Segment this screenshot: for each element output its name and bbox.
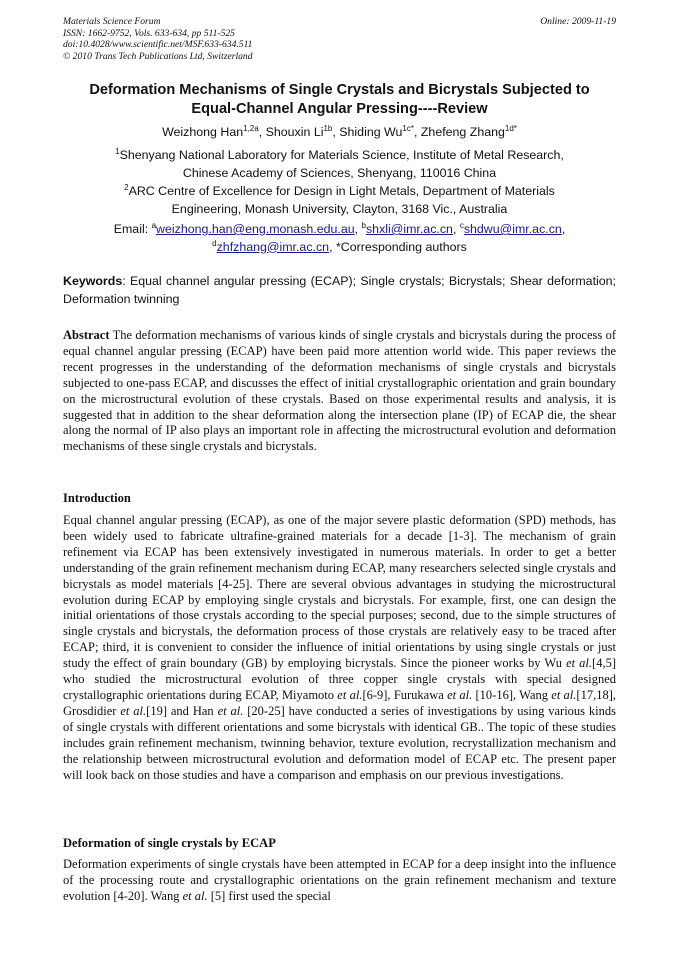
paper-title [63, 81, 616, 119]
keywords [63, 272, 616, 308]
email-separator: , [354, 222, 362, 236]
et-al: et al. [182, 888, 208, 903]
keywords-text: : Equal channel angular pressing (ECAP); Single crystals; Bicrystals; Shear deformation; Deformation twinning [63, 274, 616, 306]
online-date: Online: 2009-11-19 [540, 16, 616, 27]
author-affiliation-mark: 1,2a [243, 123, 259, 133]
et-al: et al. [551, 687, 577, 702]
section-heading-introduction: Introduction [63, 491, 131, 505]
doi-line: doi:10.4028/www.scientific.net/MSF.633-634.511 [63, 39, 253, 50]
affiliation-1 [63, 147, 616, 182]
paragraph-text: [10-16], Wang [472, 687, 552, 702]
affiliation-line: Shenyang National Laboratory for Materials Science, Institute of Metal Research, [119, 148, 564, 162]
paragraph-text: [19] and Han [146, 703, 218, 718]
paragraph-text: Equal channel angular pressing (ECAP), as one of the major severe plastic deformation (SPD) methods, has been widely used to fabricate ultrafine-grained materials for a decade [1-3]. The mechanism of grain refinement via ECAP has been extensively investigated in numerous materials. In order to get a better understanding of the grain refinement mechanism during ECAP, many researchers selected single crystals and bicrystals as model materials [4-25]. There are several obvious advantages in studying the microstructural evolution during ECAP by employing single crystals and bicrystals. For example, first, one can design the initial orientations of those crystals according to the special purposes; second, due to the simple structures of single crystals and bicrystals, the deformation process of those crystals are relatively easy to be traced after ECAP; third, it is convenient to consider the influence of initial orientations by using single crystals or just study the effect of grain boundary (GB) by employing bicrystals. Since the pioneer works by Wu [63, 513, 616, 671]
affiliation-line: ARC Centre of Excellence for Design in Light Metals, Department of Materials [128, 184, 555, 198]
et-al: et al. [217, 703, 244, 718]
email-mark: a [151, 220, 157, 230]
journal-name: Materials Science Forum [63, 16, 161, 27]
author-separator: , [332, 125, 340, 139]
section-heading-single-crystals: Deformation of single crystals by ECAP [63, 836, 276, 850]
paragraph-text: [17,18], Grosdidier [63, 687, 616, 718]
email-link-c[interactable]: shdwu@imr.ac.cn [463, 222, 562, 236]
paragraph-text: [5] first used the special [207, 888, 331, 903]
affiliation-line: Engineering, Monash University, Clayton, 3168 Vic., Australia [171, 201, 508, 216]
author-affiliation-mark: 1b [323, 123, 333, 133]
affiliation-line: Chinese Academy of Sciences, Shenyang, 110016 China [182, 165, 497, 180]
author-separator: , [258, 125, 266, 139]
email-link-b[interactable]: shxli@imr.ac.cn [365, 222, 453, 236]
paragraph-text: Deformation experiments of single crystals have been attempted in ECAP for a deep insight into the influence of the processing route and crystallographic orientations on the grain refinement mechanism and texture evolution [4-20]. Wang [63, 857, 616, 903]
paragraph-text: [20-25] have conducted a series of investigations by using various kinds of single crystals with different orientations and some bicrystals with identical GB.. The topic of these studies includes grain refinement mechanism, twinning behavior, texture evolution, recrystallization mechanism and the relationship between microstructural evolution and deformation model of ECAP etc. The present paper will look back on those studies and have a comparison and emphasis on our previous investigations. [63, 703, 617, 782]
et-al: et al. [447, 687, 473, 702]
affiliation-mark: 2 [124, 182, 129, 192]
paragraph-text: [6-9], Furukawa [362, 687, 448, 702]
title-line-1: Deformation Mechanisms of Single Crystals and Bicrystals Subjected to [89, 82, 590, 98]
abstract [63, 328, 616, 455]
single-crystals-paragraph [63, 857, 616, 905]
et-al: et al. [337, 687, 363, 702]
author-name: Shiding Wu [339, 125, 403, 139]
author-affiliation-mark: 1c* [402, 123, 414, 133]
paragraph-text: [4,5] who studied the microstructural evolution of three copper single crystals with special designed crystallographic orientations during ECAP, Miyamoto [63, 656, 616, 702]
email-separator: , [561, 222, 566, 236]
email-block [63, 221, 616, 256]
title-line-2: Equal-Channel Angular Pressing----Review [191, 101, 488, 117]
email-label: Email: [113, 222, 152, 236]
introduction-paragraph [63, 513, 616, 783]
email-mark: d [212, 238, 217, 248]
author-name: Zhefeng Zhang [420, 125, 505, 139]
journal-header [63, 16, 616, 62]
issn-line: ISSN: 1662-9752, Vols. 633-634, pp 511-525 [63, 27, 235, 39]
email-link-d[interactable]: zhfzhang@imr.ac.cn [216, 239, 330, 254]
et-al: et al. [120, 703, 147, 718]
email-separator: , [452, 222, 460, 236]
corresponding-note: , *Corresponding authors [329, 239, 467, 254]
author-name: Shouxin Li [265, 125, 324, 139]
copyright-line: © 2010 Trans Tech Publications Ltd, Switzerland [63, 50, 253, 62]
et-al: et al. [566, 656, 593, 671]
affiliation-mark: 1 [115, 146, 120, 156]
keywords-label: Keywords [63, 274, 123, 288]
email-mark: c [459, 220, 464, 230]
author-list [63, 124, 616, 140]
author-affiliation-mark: 1d* [504, 123, 517, 133]
email-link-a[interactable]: weizhong.han@eng.monash.edu.au [156, 222, 355, 236]
author-separator: , [413, 125, 421, 139]
affiliation-2 [63, 183, 616, 218]
abstract-text: The deformation mechanisms of various kinds of single crystals and bicrystals during the process of equal channel angular pressing (ECAP) have been paid more attention world wide. This paper reviews the recent progresses in the understanding of the deformation mechanisms of single crystals and bicrystals subjected to one-pass ECAP, and discusses the effect of initial crystallographic orientation and grain boundary on the microstructural evolution of these crystals. Based on those experimental results and analysis, it is suggested that in addition to the shear deformation along the intersection plane (IP) of ECAP die, the shear along the normal of IP also plays an important role in affecting the microstructural evolution and deformation mechanisms of these single crystals and bicrystals. [63, 328, 616, 454]
abstract-label: Abstract [63, 328, 110, 342]
author-name: Weizhong Han [162, 125, 244, 139]
email-mark: b [361, 220, 366, 230]
